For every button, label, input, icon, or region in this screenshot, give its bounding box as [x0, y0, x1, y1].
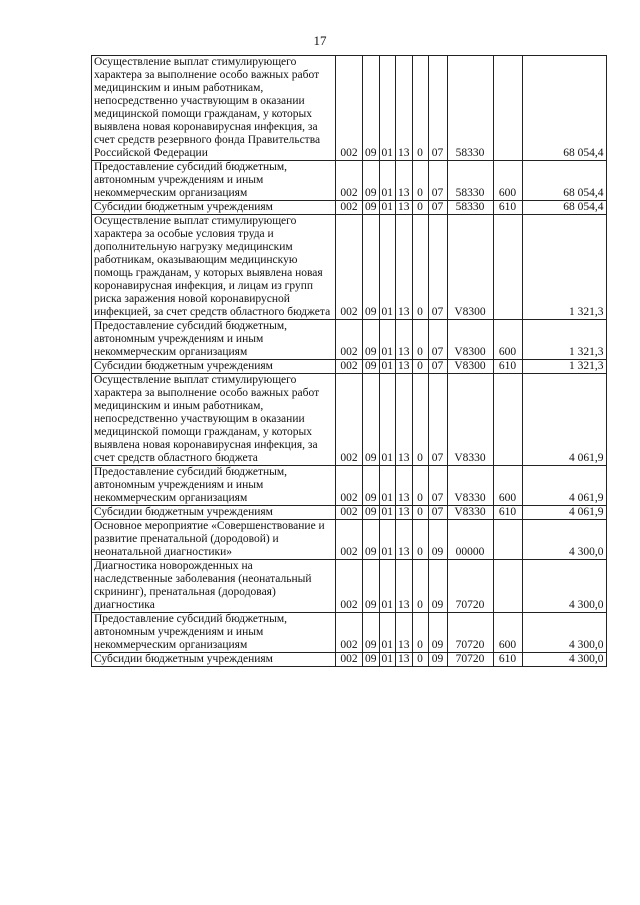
row-description: Субсидии бюджетным учреждениям: [92, 506, 336, 520]
row-description: Осуществление выплат стимулирующего характера за особые условия труда и дополнительную нагрузку медицинским работникам, оказывающим медицинскую помощь гражданам, у которых выявлена новая коронавирусная инфекция, и лицам из групп риска заражения новой коронавирусной инфекцией, за счет средств областного бюджета: [92, 215, 336, 320]
admin-code: 002: [336, 161, 363, 201]
direction-code: V8330: [447, 466, 493, 506]
event-code: 07: [428, 161, 447, 201]
admin-code: 002: [336, 506, 363, 520]
subsection-code: 01: [379, 360, 396, 374]
amount: 1 321,3: [522, 320, 606, 360]
row-description: Субсидии бюджетным учреждениям: [92, 653, 336, 667]
subsection-code: 01: [379, 653, 396, 667]
program-code: 13: [396, 320, 413, 360]
expense-type-code: 610: [493, 506, 522, 520]
section-code: 09: [363, 56, 380, 161]
table-row: [92, 506, 607, 520]
admin-code: 002: [336, 374, 363, 466]
section-code: 09: [363, 215, 380, 320]
section-code: 09: [363, 560, 380, 613]
row-description: Предоставление субсидий бюджетным, автономным учреждениям и иным некоммерческим организациям: [92, 320, 336, 360]
subprogram-code: 0: [412, 360, 428, 374]
direction-code: 58330: [447, 161, 493, 201]
section-code: 09: [363, 613, 380, 653]
amount: 4 061,9: [522, 506, 606, 520]
subsection-code: 01: [379, 201, 396, 215]
amount: 4 300,0: [522, 520, 606, 560]
admin-code: 002: [336, 520, 363, 560]
subsection-code: 01: [379, 161, 396, 201]
event-code: 07: [428, 56, 447, 161]
subprogram-code: 0: [412, 466, 428, 506]
direction-code: 70720: [447, 560, 493, 613]
amount: 4 061,9: [522, 466, 606, 506]
admin-code: 002: [336, 613, 363, 653]
expense-type-code: 610: [493, 653, 522, 667]
event-code: 09: [428, 613, 447, 653]
direction-code: V8330: [447, 506, 493, 520]
event-code: 07: [428, 506, 447, 520]
event-code: 07: [428, 215, 447, 320]
subsection-code: 01: [379, 560, 396, 613]
subprogram-code: 0: [412, 215, 428, 320]
section-code: 09: [363, 466, 380, 506]
subprogram-code: 0: [412, 320, 428, 360]
program-code: 13: [396, 520, 413, 560]
subprogram-code: 0: [412, 506, 428, 520]
row-description: Субсидии бюджетным учреждениям: [92, 360, 336, 374]
expense-type-code: [493, 560, 522, 613]
row-description: Субсидии бюджетным учреждениям: [92, 201, 336, 215]
subsection-code: 01: [379, 374, 396, 466]
row-description: Предоставление субсидий бюджетным, автономным учреждениям и иным некоммерческим организациям: [92, 613, 336, 653]
expense-type-code: [493, 520, 522, 560]
subprogram-code: 0: [412, 374, 428, 466]
table-row: [92, 56, 607, 161]
expense-type-code: 600: [493, 466, 522, 506]
subsection-code: 01: [379, 613, 396, 653]
subsection-code: 01: [379, 215, 396, 320]
program-code: 13: [396, 653, 413, 667]
direction-code: 00000: [447, 520, 493, 560]
page-number: 17: [313, 33, 327, 48]
subsection-code: 01: [379, 320, 396, 360]
subprogram-code: 0: [412, 201, 428, 215]
row-description: Основное мероприятие «Совершенствование и развитие пренатальной (дородовой) и неонатальной диагностики»: [92, 520, 336, 560]
table-row: [92, 320, 607, 360]
expense-type-code: [493, 56, 522, 161]
direction-code: 58330: [447, 201, 493, 215]
expense-type-code: 600: [493, 613, 522, 653]
admin-code: 002: [336, 320, 363, 360]
section-code: 09: [363, 506, 380, 520]
table-row: [92, 360, 607, 374]
event-code: 07: [428, 360, 447, 374]
section-code: 09: [363, 161, 380, 201]
admin-code: 002: [336, 653, 363, 667]
table-row: [92, 161, 607, 201]
expense-type-code: 610: [493, 360, 522, 374]
section-code: 09: [363, 201, 380, 215]
event-code: 09: [428, 653, 447, 667]
row-description: Предоставление субсидий бюджетным, автономным учреждениям и иным некоммерческим организациям: [92, 161, 336, 201]
subprogram-code: 0: [412, 56, 428, 161]
budget-table: [91, 55, 607, 667]
row-description: Предоставление субсидий бюджетным, автономным учреждениям и иным некоммерческим организациям: [92, 466, 336, 506]
amount: 4 300,0: [522, 613, 606, 653]
table-row: [92, 613, 607, 653]
expense-type-code: 610: [493, 201, 522, 215]
amount: 68 054,4: [522, 201, 606, 215]
direction-code: V8300: [447, 320, 493, 360]
section-code: 09: [363, 520, 380, 560]
row-description: Диагностика новорожденных на наследственные заболевания (неонатальный скрининг), пренатальная (дородовая) диагностика: [92, 560, 336, 613]
program-code: 13: [396, 560, 413, 613]
program-code: 13: [396, 360, 413, 374]
amount: 4 061,9: [522, 374, 606, 466]
amount: 68 054,4: [522, 161, 606, 201]
event-code: 07: [428, 466, 447, 506]
table-row: [92, 466, 607, 506]
event-code: 07: [428, 320, 447, 360]
section-code: 09: [363, 374, 380, 466]
section-code: 09: [363, 653, 380, 667]
admin-code: 002: [336, 360, 363, 374]
event-code: 09: [428, 520, 447, 560]
subprogram-code: 0: [412, 560, 428, 613]
section-code: 09: [363, 320, 380, 360]
program-code: 13: [396, 613, 413, 653]
subprogram-code: 0: [412, 161, 428, 201]
amount: 4 300,0: [522, 560, 606, 613]
table-row: [92, 201, 607, 215]
program-code: 13: [396, 56, 413, 161]
direction-code: V8330: [447, 374, 493, 466]
admin-code: 002: [336, 215, 363, 320]
table-row: [92, 560, 607, 613]
event-code: 07: [428, 374, 447, 466]
subsection-code: 01: [379, 56, 396, 161]
expense-type-code: [493, 215, 522, 320]
subsection-code: 01: [379, 520, 396, 560]
direction-code: 58330: [447, 56, 493, 161]
direction-code: 70720: [447, 653, 493, 667]
event-code: 07: [428, 201, 447, 215]
expense-type-code: [493, 374, 522, 466]
table-row: [92, 215, 607, 320]
event-code: 09: [428, 560, 447, 613]
admin-code: 002: [336, 560, 363, 613]
direction-code: V8300: [447, 215, 493, 320]
row-description: Осуществление выплат стимулирующего характера за выполнение особо важных работ медицинским и иным работникам, непосредственно участвующим в оказании медицинской помощи гражданам, у которых выявлена новая коронавирусная инфекция, за счет средств областного бюджета: [92, 374, 336, 466]
program-code: 13: [396, 215, 413, 320]
subprogram-code: 0: [412, 613, 428, 653]
row-description: Осуществление выплат стимулирующего характера за выполнение особо важных работ медицинским и иным работникам, непосредственно участвующим в оказании медицинской помощи гражданам, у которых выявлена новая коронавирусная инфекция, за счет средств резервного фонда Правительства Российской Федерации: [92, 56, 336, 161]
program-code: 13: [396, 161, 413, 201]
direction-code: 70720: [447, 613, 493, 653]
program-code: 13: [396, 201, 413, 215]
subprogram-code: 0: [412, 520, 428, 560]
amount: 1 321,3: [522, 215, 606, 320]
subsection-code: 01: [379, 506, 396, 520]
expense-type-code: 600: [493, 161, 522, 201]
admin-code: 002: [336, 466, 363, 506]
table-row: [92, 520, 607, 560]
admin-code: 002: [336, 56, 363, 161]
table-row: [92, 653, 607, 667]
direction-code: V8300: [447, 360, 493, 374]
program-code: 13: [396, 506, 413, 520]
section-code: 09: [363, 360, 380, 374]
admin-code: 002: [336, 201, 363, 215]
subprogram-code: 0: [412, 653, 428, 667]
amount: 68 054,4: [522, 56, 606, 161]
program-code: 13: [396, 466, 413, 506]
table-row: [92, 374, 607, 466]
expense-type-code: 600: [493, 320, 522, 360]
amount: 4 300,0: [522, 653, 606, 667]
program-code: 13: [396, 374, 413, 466]
amount: 1 321,3: [522, 360, 606, 374]
subsection-code: 01: [379, 466, 396, 506]
